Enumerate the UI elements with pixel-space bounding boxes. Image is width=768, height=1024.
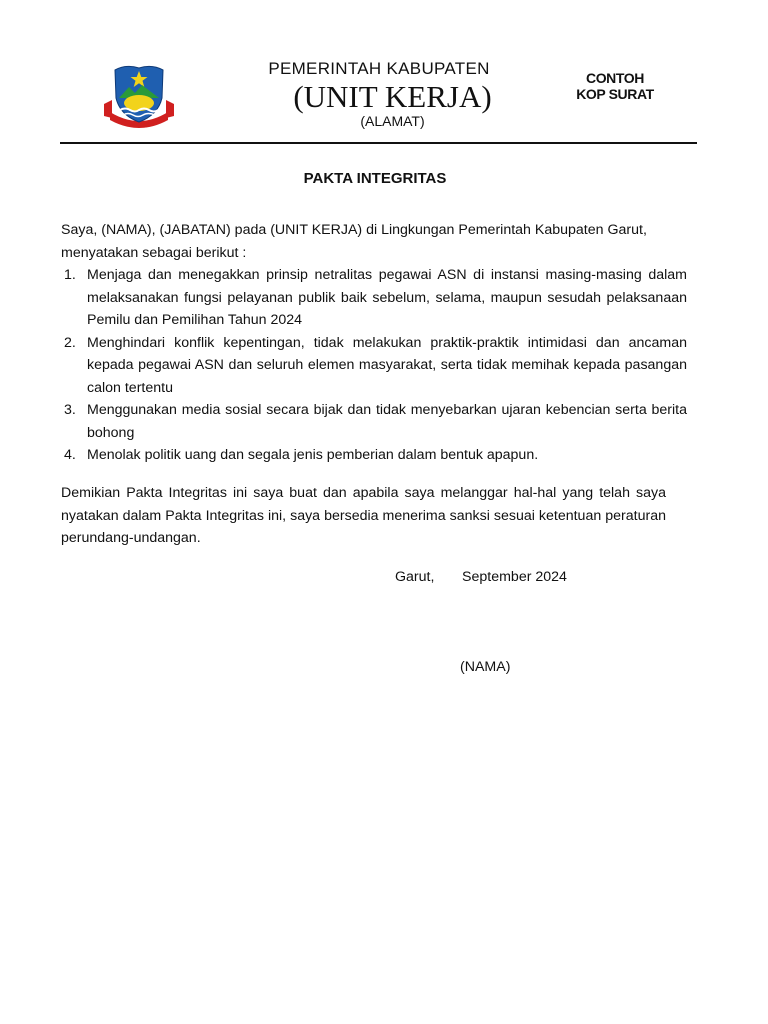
statement-list bbox=[61, 264, 687, 467]
list-text: Menolak politik uang dan segala jenis pemberian dalam bentuk apapun. bbox=[87, 447, 539, 463]
place-date-line bbox=[395, 569, 567, 585]
list-item bbox=[61, 399, 687, 444]
list-number: 4. bbox=[64, 447, 76, 463]
list-number: 3. bbox=[64, 402, 76, 418]
list-text: Menggunakan media sosial secara bijak dan tidak menyebarkan ujaran kebencian serta berita bohong bbox=[87, 402, 687, 441]
list-number: 2. bbox=[64, 334, 76, 351]
intro-paragraph bbox=[61, 219, 690, 264]
document-title: PAKTA INTEGRITAS bbox=[303, 170, 447, 187]
garut-regency-emblem-icon bbox=[102, 60, 176, 130]
sample-letterhead-label bbox=[560, 70, 670, 102]
unit-heading: (UNIT KERJA) bbox=[293, 79, 492, 114]
sample-label-line1: CONTOH bbox=[585, 70, 644, 86]
address-line: (ALAMAT) bbox=[360, 113, 425, 129]
list-item bbox=[61, 264, 687, 332]
signer-name: (NAMA) bbox=[460, 659, 511, 675]
date: September 2024 bbox=[462, 569, 567, 585]
closing-paragraph: Demikian Pakta Integritas ini saya buat dan apabila saya melanggar hal-hal yang telah saya nyatakan dalam Pakta Integritas ini, saya bersedia menerima sanksi sesuai ketentuan peraturan perundang-undangan. bbox=[61, 485, 666, 546]
list-text: Menjaga dan menegakkan prinsip netralitas pegawai ASN di instansi masing-masing dalam melaksanakan fungsi pelayanan publik baik sebelum, selama, maupun sesudah pelaksanaan Pemilu dan Pemilihan Tahun 2024 bbox=[87, 267, 687, 328]
intro-line: menyatakan sebagai berikut : bbox=[61, 244, 247, 261]
letterhead-divider bbox=[60, 142, 697, 144]
government-heading: PEMERINTAH KABUPATEN bbox=[268, 59, 490, 78]
list-text: Menghindari konflik kepentingan, tidak melakukan praktik-praktik intimidasi dan ancaman kepada pegawai ASN dan seluruh elemen masyarakat, serta tidak memihak kepada pasangan calon tertentu bbox=[87, 334, 687, 396]
sample-label-line2: KOP SURAT bbox=[576, 86, 654, 102]
intro-line: Saya, (NAMA), (JABATAN) pada (UNIT KERJA) di Lingkungan Pemerintah Kabupaten Garut, bbox=[61, 222, 647, 238]
place: Garut, bbox=[395, 569, 435, 585]
list-item bbox=[61, 444, 687, 467]
list-number: 1. bbox=[64, 267, 76, 283]
list-item bbox=[61, 332, 687, 400]
